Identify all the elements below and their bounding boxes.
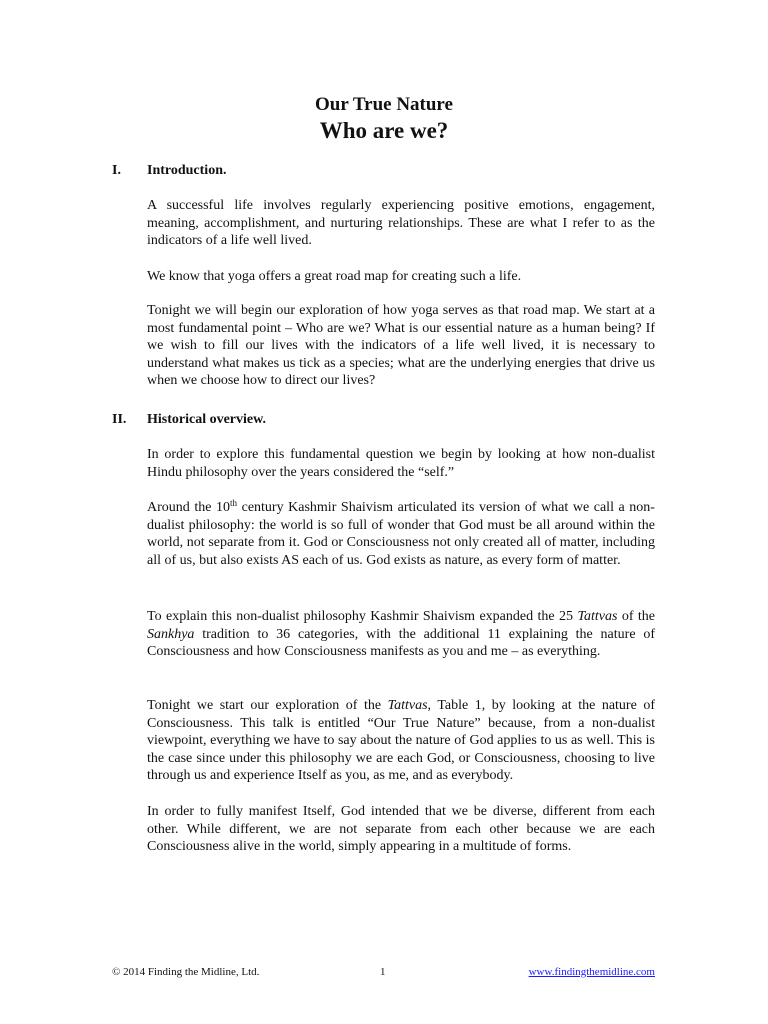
italic-term-tattvas: Tattvas xyxy=(577,609,618,624)
section-1-heading: Introduction. xyxy=(147,163,227,178)
paragraph-text: Around the 10 xyxy=(147,500,231,515)
section-2-numeral: II. xyxy=(112,412,127,427)
document-subtitle: Who are we? xyxy=(319,118,449,143)
italic-term-sankhya: Sankhya xyxy=(147,626,195,642)
footer-website-link[interactable]: www.findingthemidline.com xyxy=(528,966,655,978)
section-1-paragraph-2: We know that yoga offers a great road map for creating such a life. xyxy=(147,269,522,284)
section-2-paragraph-5: In order to fully manifest Itself, God intended that we be diverse, different from each other. While different, we are not separate from each other because we are each Consciousness alive in the world, simply appearing in a multitude of forms. xyxy=(147,804,655,854)
paragraph-text: tradition to 36 categories, with the additional 11 explaining the nature of Consciousness and how Consciousness manifests as you and me – as everything. xyxy=(147,626,655,659)
section-1-numeral: I. xyxy=(112,163,121,178)
section-2-paragraph-3 xyxy=(147,608,655,661)
section-1-paragraph-3: Tonight we will begin our exploration of how yoga serves as that road map. We start at a most fundamental point – Who are we? What is our essential nature as a human being? If we wish to fill our lives with the indicators of a life well lived, it is necessary to understand what makes us tick as a species; what are the underlying energies that drive us when we choose how to direct our lives? xyxy=(147,303,655,388)
section-2-paragraph-4 xyxy=(147,697,655,785)
section-2-heading: Historical overview. xyxy=(147,412,266,427)
paragraph-text: century Kashmir Shaivism articulated its version of what we call a non-dualist philosophy: the world is so full of wonder that God must be all around within the world, not separate from it. God or Consciousness not only created all of matter, including all of us, but also exists AS each of us. God exists as nature, as every form of matter. xyxy=(147,500,655,568)
paragraph-text: of the xyxy=(617,609,655,624)
paragraph-text: Tonight we start our exploration of the xyxy=(147,698,388,713)
paragraph-text: Table 1, by looking at the nature of Consciousness. This talk is entitled “Our True Nature” because, from a non-dualist viewpoint, everything we have to say about the nature of God applies to us as well. This is the case since under this philosophy we are each God, or Consciousness, choosing to live through us and experience Itself as you, as me, and as everybody. xyxy=(147,698,655,783)
section-1-paragraph-1: A successful life involves regularly experiencing positive emotions, engagement, meaning, accomplishment, and nurturing relationships. These are what I refer to as the indicators of a life well lived. xyxy=(147,198,655,248)
superscript: th xyxy=(230,498,238,508)
document-title: Our True Nature xyxy=(315,94,453,115)
section-2-paragraph-2 xyxy=(147,499,655,569)
section-2-paragraph-1: In order to explore this fundamental question we begin by looking at how non-dualist Hindu philosophy over the years considered the “self.” xyxy=(147,447,655,480)
italic-term-tattvas: Tattvas, xyxy=(387,698,432,713)
footer-copyright: © 2014 Finding the Midline, Ltd. xyxy=(112,966,260,978)
footer-page-number: 1 xyxy=(380,966,386,978)
paragraph-text: To explain this non-dualist philosophy Kashmir Shaivism expanded the 25 xyxy=(147,609,578,624)
